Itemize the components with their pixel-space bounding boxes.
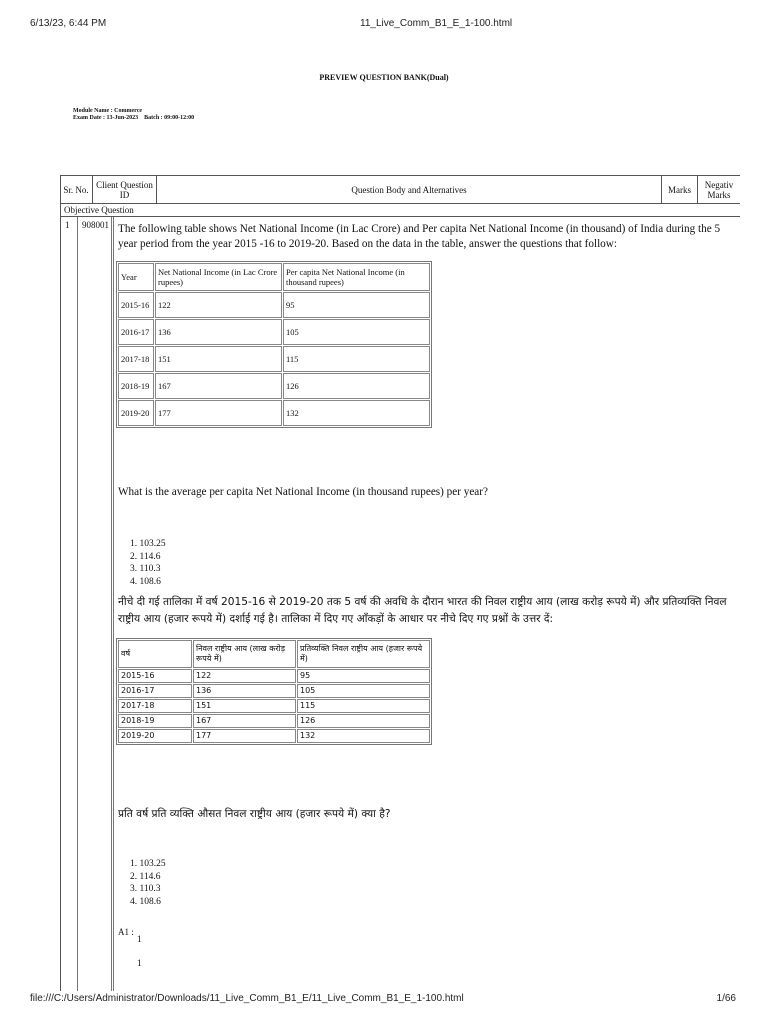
answer-value-2: 1	[137, 959, 142, 969]
page-title: PREVIEW QUESTION BANK(Dual)	[319, 73, 449, 82]
table-row	[118, 729, 430, 743]
table-cell: 2018-19	[118, 714, 192, 728]
table-cell: निवल राष्ट्रीय आय (लाख करोड़ रूपये में)	[193, 640, 296, 668]
table-cell: 95	[297, 669, 430, 683]
table-cell: 105	[283, 319, 430, 345]
option-1: 1. 103.25	[130, 859, 166, 869]
table-row	[118, 699, 430, 713]
table-row	[118, 292, 430, 318]
option-2: 2. 114.6	[130, 871, 161, 882]
question-sr-no: 1	[65, 220, 70, 230]
question-intro-en: The following table shows Net National Income (in Lac Crore) and Per capita Net National Income (in thousand) of India during the 5 year period from the year 2015 -16 to 2019-20. Based on the data in the table, answer the questions that follow:	[118, 223, 721, 250]
table-cell: प्रतिव्यक्ति निवल राष्ट्रीय आय (हजार रूपये में)	[297, 640, 430, 668]
option-2: 2. 114.6	[130, 551, 161, 562]
table-cell: 2016-17	[118, 319, 154, 345]
print-doc-title: 11_Live_Comm_B1_E_1-100.html	[360, 18, 513, 29]
option-4: 4. 108.6	[130, 576, 161, 587]
table-cell: 2015-16	[118, 292, 154, 318]
table-row	[118, 400, 430, 426]
table-cell: 2015-16	[118, 669, 192, 683]
table-cell: 122	[155, 292, 282, 318]
table-cell: 136	[155, 319, 282, 345]
table-row	[118, 263, 430, 291]
table-cell: 132	[297, 729, 430, 743]
table-cell: 2019-20	[118, 400, 154, 426]
table-row	[118, 346, 430, 372]
table-cell: 2019-20	[118, 729, 192, 743]
question-client-id: 908001	[82, 220, 109, 230]
question-intro-hi: नीचे दी गई तालिका में वर्ष 2015-16 से 2019-20 तक 5 वर्ष की अवधि के दौरान भारत की निवल राष्ट्रीय आय (लाख करोड़ रूपये में) और प्रतिव्यक्ति निवल राष्ट्रीय आय (हजार रूपये में) दर्शाई गई है। तालिका में दिए गए आँकड़ों के आधार पर नीचे दिए गए प्रश्नों के उत्तर दें:	[118, 596, 727, 625]
page-number: 1/66	[716, 993, 736, 1004]
table-cell: 126	[297, 714, 430, 728]
table-cell: 151	[155, 346, 282, 372]
exam-date: Exam Date : 13-Jun-2023	[73, 115, 139, 121]
data-table-hi	[116, 638, 432, 745]
exam-batch: Batch : 09:00-12:00	[144, 115, 195, 121]
table-row	[118, 319, 430, 345]
table-cell: 177	[155, 400, 282, 426]
table-cell: 95	[283, 292, 430, 318]
table-row	[118, 669, 430, 683]
table-cell: Net National Income (in Lac Crore rupees)	[155, 263, 282, 291]
table-cell: 177	[193, 729, 296, 743]
table-cell: 132	[283, 400, 430, 426]
table-cell: 151	[193, 699, 296, 713]
table-cell: 115	[283, 346, 430, 372]
table-cell: 2018-19	[118, 373, 154, 399]
module-name: Module Name : Commerce	[73, 108, 143, 114]
table-row	[118, 684, 430, 698]
section-label: Objective Question	[60, 203, 740, 217]
print-file-path: file:///C:/Users/Administrator/Downloads/11_Live_Comm_B1_E/11_Live_Comm_B1_E_1-100.html	[30, 993, 464, 1004]
table-row	[118, 373, 430, 399]
table-cell: 2017-18	[118, 699, 192, 713]
table-cell: 167	[193, 714, 296, 728]
table-cell: 167	[155, 373, 282, 399]
col-client-qid: Client Question ID	[92, 176, 156, 203]
option-3: 3. 110.3	[130, 884, 161, 894]
col-marks: Marks	[661, 176, 697, 203]
options-en	[130, 538, 166, 588]
col-sr-no: Sr. No.	[63, 184, 89, 195]
table-header-row	[60, 175, 740, 204]
col-question-body: Question Body and Alternatives	[156, 176, 661, 203]
table-cell: वर्ष	[118, 640, 192, 668]
table-cell: 105	[297, 684, 430, 698]
table-cell: Per capita Net National Income (in thousand rupees)	[283, 263, 430, 291]
options-hi	[130, 858, 166, 908]
table-cell: Year	[118, 263, 154, 291]
table-row	[118, 640, 430, 668]
col-negative-marks: Negativ Marks	[697, 176, 740, 203]
table-cell: 115	[297, 699, 430, 713]
exam-meta	[73, 108, 200, 122]
option-3: 3. 110.3	[130, 564, 161, 574]
answer-value-1: 1	[137, 935, 142, 945]
table-row	[118, 714, 430, 728]
data-table-en	[116, 261, 432, 428]
table-cell: 126	[283, 373, 430, 399]
answer-label: A1 :	[118, 927, 134, 937]
question-text-hi: प्रति वर्ष प्रति व्यक्ति औसत निवल राष्ट्रीय आय (हजार रूपये में) क्या है?	[118, 808, 391, 820]
print-datetime: 6/13/23, 6:44 PM	[30, 18, 107, 29]
table-cell: 2016-17	[118, 684, 192, 698]
table-cell: 136	[193, 684, 296, 698]
table-cell: 122	[193, 669, 296, 683]
table-cell: 2017-18	[118, 346, 154, 372]
print-footer	[30, 993, 736, 1004]
option-4: 4. 108.6	[130, 896, 161, 907]
question-text-en: What is the average per capita Net National Income (in thousand rupees) per year?	[118, 486, 488, 498]
option-1: 1. 103.25	[130, 539, 166, 549]
